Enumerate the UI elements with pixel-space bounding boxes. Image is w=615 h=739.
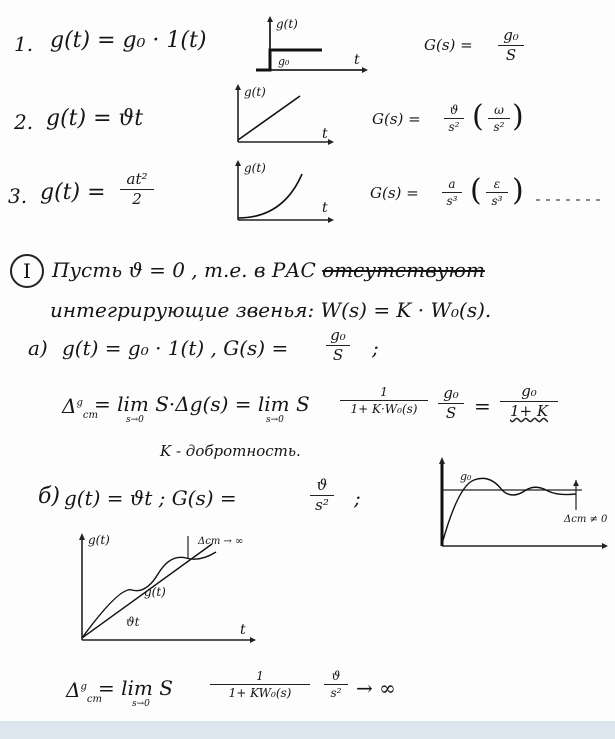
case-b-limit-sub: ст — [86, 694, 102, 705]
case-a-f1-den: 1+ K·W₀(s) — [350, 402, 418, 416]
ramp-graph-ylabel: g(t) — [88, 533, 110, 547]
case-a-G-num: g₀ — [330, 326, 346, 344]
section-line1-text: Пусть ϑ = 0 , т.е. в РАС — [52, 258, 323, 282]
item-3-G-lhs: G(s) = — [370, 184, 419, 202]
ramp-graph-delta-label: Δст → ∞ — [198, 536, 244, 547]
item-3-formula: g(t) = — [40, 180, 106, 205]
item-1-G-lhs: G(s) = — [424, 36, 473, 54]
item-2-G-frac — [444, 104, 464, 133]
item-3-frac-num: at² — [126, 170, 148, 188]
item-2-G-lhs: G(s) = — [372, 110, 421, 128]
case-b-arrow: → ∞ — [356, 676, 396, 700]
case-a-limit-sub: ст — [82, 410, 98, 421]
item-1-formula: g(t) = g₀ · 1(t) — [50, 28, 207, 53]
item-3-number: 3. — [8, 184, 28, 208]
case-a-text: g(t) = g₀ · 1(t) , G(s) = — [62, 336, 289, 360]
item-2-graph-xlabel: t — [322, 126, 328, 142]
item-3-frac-den: 2 — [132, 190, 142, 208]
bottom-edge-strip — [0, 721, 615, 739]
item-1-graph-xlabel: t — [354, 52, 360, 68]
case-b-limit-eq: = lim S — [98, 676, 173, 700]
item-2-G-num: ϑ — [449, 103, 459, 117]
case-b-f1-num: 1 — [256, 669, 264, 683]
case-a-G-frac — [326, 328, 350, 363]
ramp-graph-line-label: ϑt — [126, 615, 140, 629]
dashed-separator — [536, 198, 606, 202]
item-2-ramp-graph — [228, 84, 338, 146]
case-a-frac-2 — [438, 386, 464, 421]
item-3-frac — [120, 172, 154, 207]
case-a-limit-delta — [62, 396, 98, 421]
overshoot-response-graph — [430, 456, 610, 556]
item-3-parabola-graph — [228, 160, 340, 226]
item-3-alt-open-paren: ( — [470, 173, 482, 208]
item-2-formula: g(t) = ϑt — [46, 106, 144, 131]
case-a-label: а) — [28, 336, 48, 360]
case-b-f2-den: s² — [330, 686, 342, 700]
section-line2: интегрирующие звенья: W(s) = K · W₀(s). — [50, 298, 492, 322]
item-3-alt-num: ε — [493, 177, 501, 191]
item-2-alt-frac — [488, 104, 510, 133]
item-3-G-num: a — [448, 177, 456, 191]
case-b-limit-delta — [66, 680, 102, 705]
case-b-limit-sup: g — [80, 681, 87, 693]
case-a-f2-den: S — [445, 404, 457, 422]
case-a-lim-under-1: s→0 — [126, 415, 144, 425]
case-b-text: g(t) = ϑt ; G(s) = — [64, 486, 237, 510]
case-b-f2-num: ϑ — [331, 669, 341, 683]
item-2-alt-close-paren: ) — [512, 99, 524, 134]
case-a-equals: = — [474, 394, 491, 418]
case-a-res-num: g₀ — [521, 382, 537, 400]
section-marker: I — [10, 254, 44, 288]
case-a-limit-sup: g — [76, 397, 83, 409]
item-2-alt-den: s² — [493, 120, 505, 134]
item-1-graph-ylabel: g(t) — [276, 17, 298, 31]
item-1-G-num: g₀ — [503, 26, 519, 44]
case-a-note: K - добротность. — [160, 442, 301, 460]
item-2-number: 2. — [14, 110, 34, 134]
case-b-frac-2 — [324, 670, 348, 699]
case-a-limit-eq: = lim S·Δg(s) = lim S — [94, 392, 310, 416]
item-1-number: 1. — [14, 32, 34, 56]
section-line1 — [52, 260, 485, 280]
item-1-graph-level: g₀ — [278, 55, 290, 68]
item-3-alt-close-paren: ) — [512, 173, 524, 208]
case-b-G-frac — [310, 478, 334, 513]
item-1-G-den: S — [505, 46, 517, 64]
case-a-tail: ; — [372, 336, 379, 360]
case-a-limit-lhs: Δ — [62, 394, 77, 418]
case-b-frac-1 — [210, 670, 310, 699]
case-a-res-den: 1+ K — [509, 402, 549, 420]
case-b-limit-lhs: Δ — [66, 678, 81, 702]
item-3-alt-frac — [486, 178, 508, 207]
case-a-lim-under-2: s→0 — [266, 415, 284, 425]
item-3-alt-den: s³ — [491, 194, 503, 208]
overshoot-level-label: g₀ — [460, 470, 472, 483]
case-b-G-num: ϑ — [316, 476, 328, 494]
case-a-f1-num: 1 — [380, 385, 388, 399]
item-2-graph-ylabel: g(t) — [244, 85, 266, 99]
item-3-G-den: s³ — [446, 194, 458, 208]
item-3-graph-ylabel: g(t) — [244, 161, 266, 175]
case-a-G-den: S — [332, 346, 344, 364]
ramp-graph-curve-label: g(t) — [144, 585, 166, 599]
item-1-step-graph — [250, 14, 370, 76]
case-b-tail: ; — [354, 486, 361, 510]
item-3-graph-xlabel: t — [322, 200, 328, 216]
item-1-G-frac — [498, 28, 524, 63]
ramp-response-graph — [70, 530, 260, 648]
case-b-f1-den: 1+ KW₀(s) — [228, 686, 292, 700]
case-a-result-frac — [500, 384, 558, 419]
case-b-label: б) — [38, 484, 61, 509]
item-2-G-den: s² — [448, 120, 460, 134]
case-a-frac-1 — [340, 386, 428, 415]
case-b-G-den: s² — [315, 496, 329, 514]
case-b-lim-under: s→0 — [132, 699, 150, 709]
item-2-alt-open-paren: ( — [472, 99, 484, 134]
ramp-graph-xlabel: t — [240, 622, 246, 638]
section-line1-strike: отсутствуют — [322, 258, 485, 282]
case-a-f2-num: g₀ — [443, 384, 459, 402]
item-2-alt-num: ω — [494, 103, 504, 117]
overshoot-delta-label: Δст ≠ 0 — [564, 514, 608, 525]
item-3-G-frac — [442, 178, 462, 207]
